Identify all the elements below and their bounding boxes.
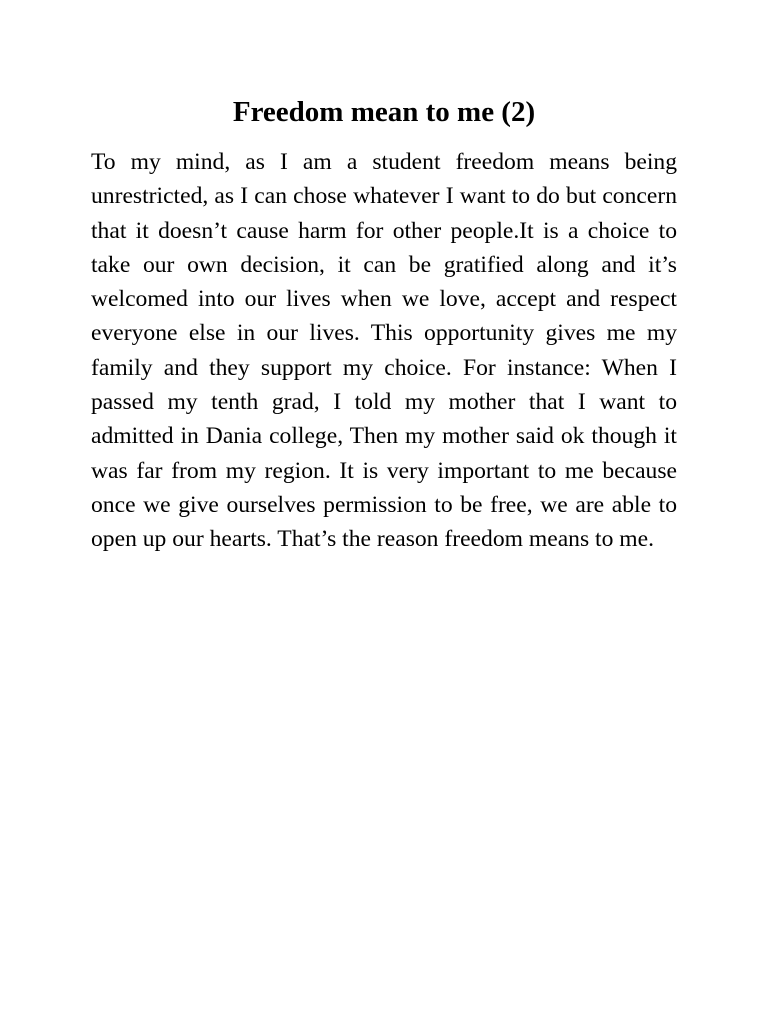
- body-paragraph: To my mind, as I am a student freedom means being unrestricted, as I can chose whatever I want to do but concern that it doesn’t cause harm for other people.It is a choice to take our own decision, it can be gratified along and it’s welcomed into our lives when we love, accept and respect everyone else in our lives. This opportunity gives me my family and they support my choice. For instance: When I passed my tenth grad, I told my mother that I want to admitted in Dania college, Then my mother said ok though it was far from my region. It is very important to me because once we give ourselves permission to be free, we are able to open up our hearts. That’s the reason freedom means to me.: [91, 149, 677, 553]
- page-title: Freedom mean to me (2): [232, 96, 536, 128]
